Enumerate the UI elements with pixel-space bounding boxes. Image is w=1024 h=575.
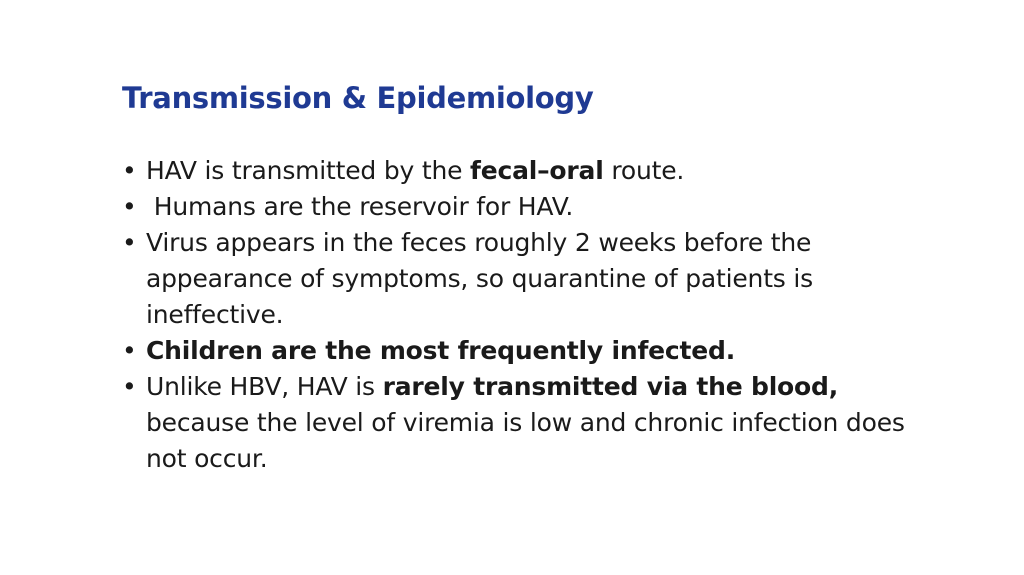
bullet-text-part: because the level of viremia is low and chronic infection does not occur. — [146, 408, 905, 473]
slide-title: Transmission & Epidemiology — [122, 81, 594, 115]
bullet-text — [146, 372, 905, 473]
bullet-text-part: HAV is transmitted by the — [146, 156, 471, 185]
bullet-dot-icon: • — [122, 228, 137, 257]
bullet-text-part: Unlike HBV, HAV is — [146, 372, 383, 401]
bullet-list — [122, 153, 922, 477]
bullet-dot-icon: • — [122, 336, 137, 365]
bullet-item-4 — [122, 333, 922, 369]
bullet-text-bold: Children are the most frequently infected. — [146, 336, 736, 365]
bullet-text — [146, 156, 684, 185]
bullet-text-part: route. — [603, 156, 685, 185]
bullet-text-part: Virus appears in the feces roughly 2 weeks before the appearance of symptoms, so quarantine of patients is ineffective. — [146, 228, 813, 329]
bullet-dot-icon: • — [122, 192, 137, 221]
bullet-text-bold: fecal–oral — [470, 156, 604, 185]
bullet-item-3 — [122, 225, 922, 333]
bullet-text-bold: rarely transmitted via the blood, — [382, 372, 839, 401]
bullet-dot-icon: • — [122, 372, 137, 401]
bullet-item-2 — [122, 189, 922, 225]
bullet-item-1 — [122, 153, 922, 189]
bullet-text — [146, 228, 813, 329]
bullet-dot-icon: • — [122, 156, 137, 185]
bullet-text-part: Humans are the reservoir for HAV. — [146, 192, 574, 221]
bullet-text — [146, 192, 573, 221]
bullet-text — [146, 336, 735, 365]
bullet-item-5 — [122, 369, 922, 477]
